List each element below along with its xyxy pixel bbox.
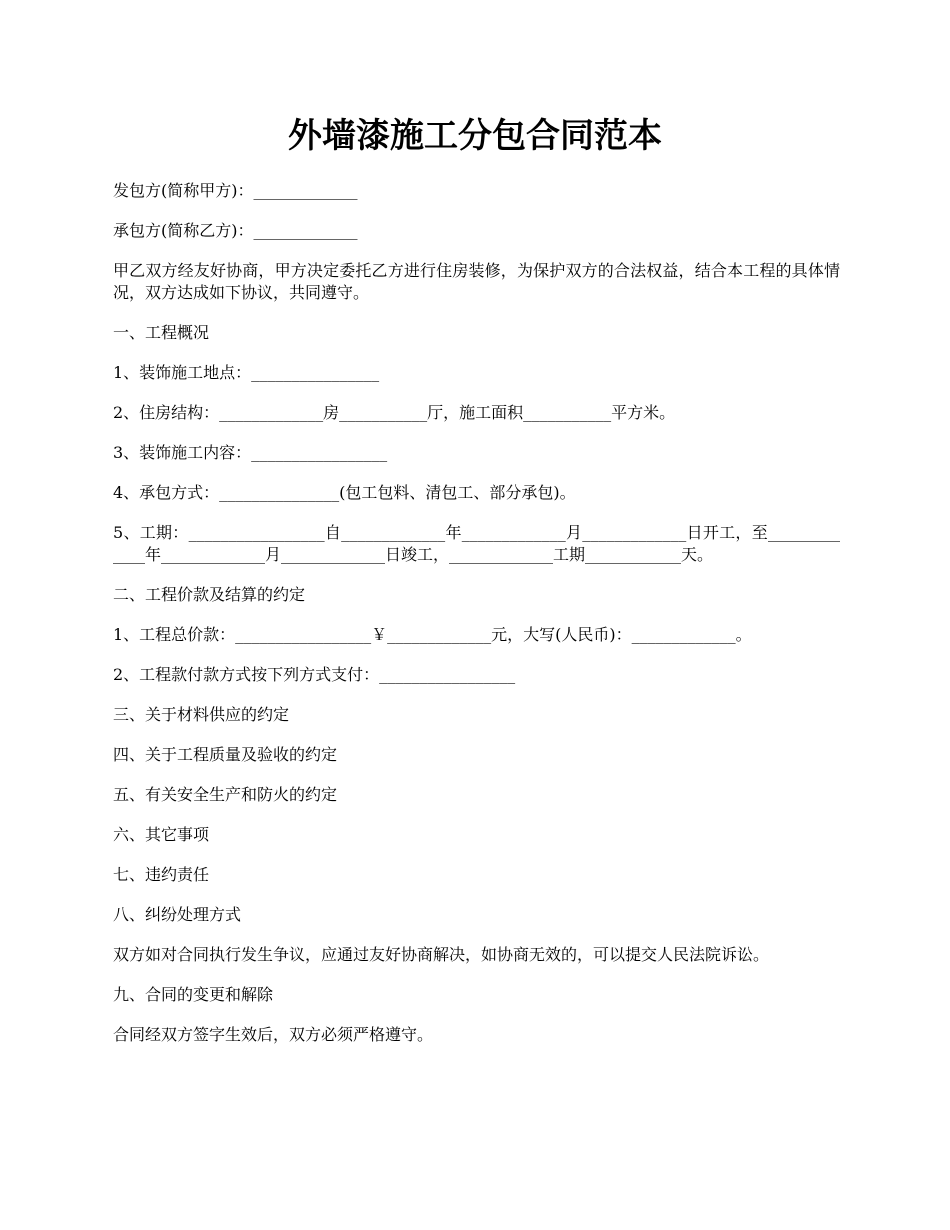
- document-title: 外墙漆施工分包合同范本: [288, 116, 662, 156]
- section-heading-9: 九、合同的变更和解除: [113, 985, 274, 1004]
- clause-schedule: 5、工期：_________________自_____________年_____________月_____________日开工，至_____________年_____________月_____________日竣工，_____________工期____________天。: [113, 523, 840, 564]
- clause-total-price: 1、工程总价款：_________________￥_____________元，大写(人民币)：_____________。: [113, 625, 752, 644]
- preamble-paragraph: 甲乙双方经友好协商，甲方决定委托乙方进行住房装修，为保护双方的合法权益，结合本工程的具体情况，双方达成如下协议，共同遵守。: [113, 261, 840, 302]
- clause-contract-mode: 4、承包方式：_______________(包工包料、清包工、部分承包)。: [113, 483, 576, 502]
- section-heading-8: 八、纠纷处理方式: [113, 905, 242, 924]
- section-heading-7: 七、违约责任: [113, 865, 210, 884]
- party-b-line: 承包方(简称乙方)：_____________: [113, 221, 358, 240]
- dispute-paragraph: 双方如对合同执行发生争议，应通过友好协商解决，如协商无效的，可以提交人民法院诉讼。: [113, 945, 770, 964]
- document-body: [113, 180, 840, 1064]
- clause-content: 3、装饰施工内容：_________________: [113, 443, 388, 462]
- section-heading-1: 一、工程概况: [113, 323, 210, 342]
- section-heading-5: 五、有关安全生产和防火的约定: [113, 785, 338, 804]
- clause-location: 1、装饰施工地点：________________: [113, 363, 380, 382]
- closing-paragraph: 合同经双方签字生效后，双方必须严格遵守。: [113, 1025, 434, 1044]
- clause-structure: 2、住房结构：_____________房___________厅，施工面积___________平方米。: [113, 403, 676, 422]
- section-heading-4: 四、关于工程质量及验收的约定: [113, 745, 338, 764]
- section-heading-2: 二、工程价款及结算的约定: [113, 585, 306, 604]
- party-a-line: 发包方(简称甲方)：_____________: [113, 181, 358, 200]
- section-heading-3: 三、关于材料供应的约定: [113, 705, 290, 724]
- section-heading-6: 六、其它事项: [113, 825, 210, 844]
- clause-payment-method: 2、工程款付款方式按下列方式支付：_________________: [113, 665, 516, 684]
